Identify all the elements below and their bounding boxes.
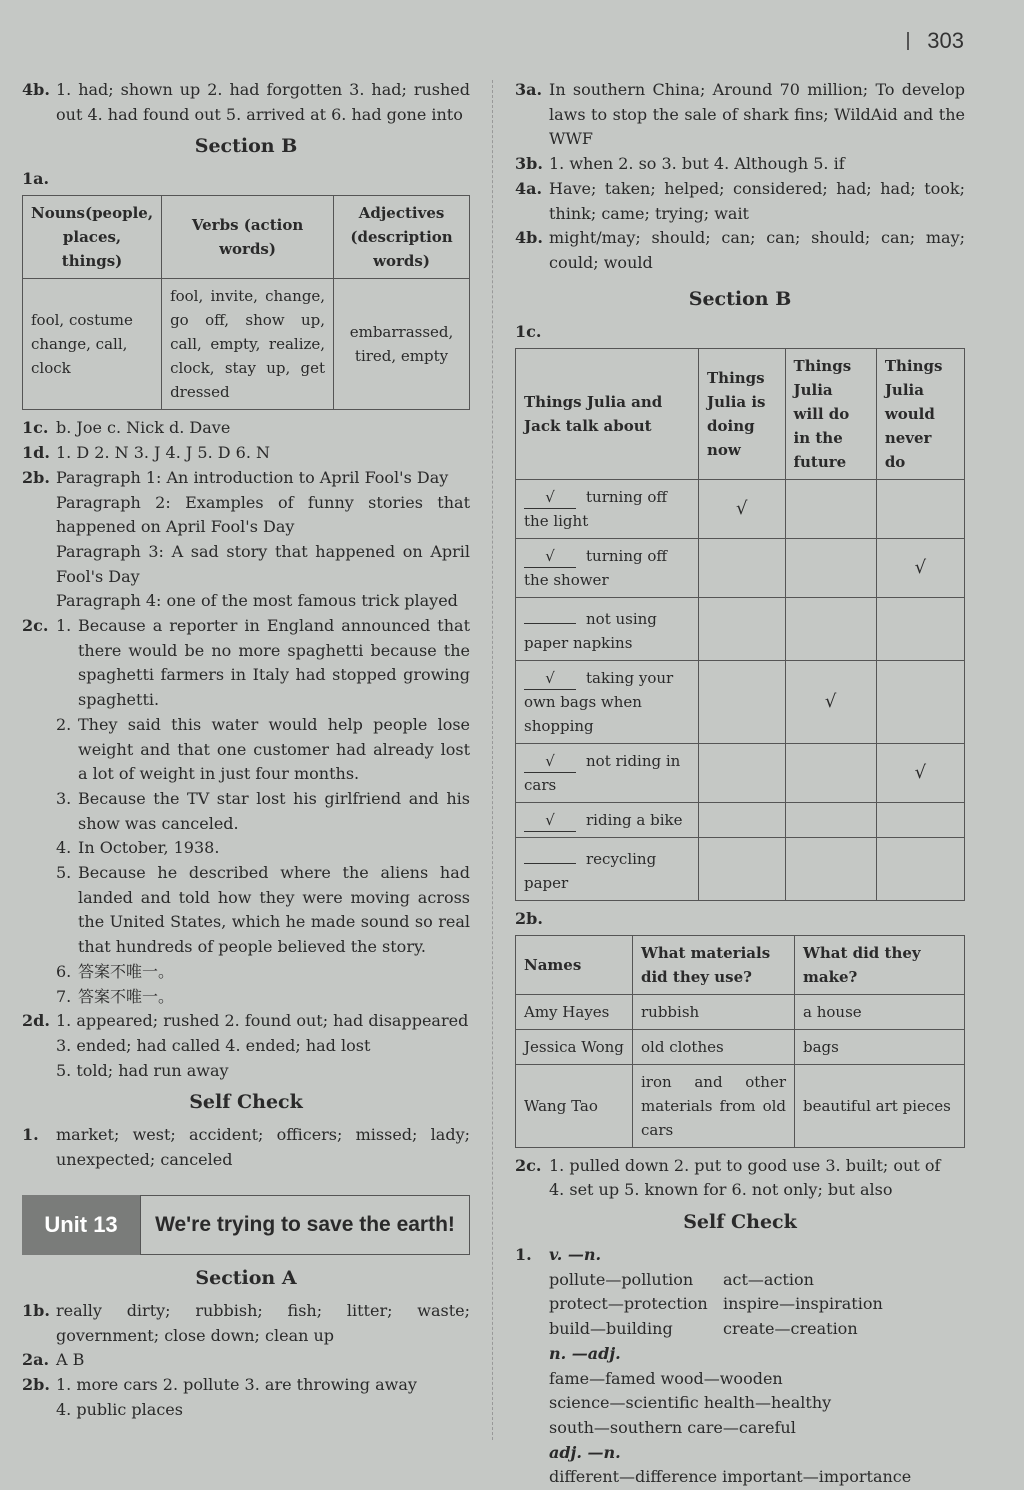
check-cell xyxy=(699,538,786,597)
check-cell: √ xyxy=(876,538,964,597)
self-check-right: 1. v. —n. pollute—pollution act—action protect—protection inspire—inspiration build—building create—creation n. —adj. fame—famed wood—wooden science—scientific health—healthy south—southern care—careful adj. —n. different—difference important—importance xyxy=(515,1245,912,1487)
list-item: 7. 答案不唯一。 xyxy=(56,986,175,1006)
label-1a: 1a. xyxy=(22,169,50,189)
table-row: Wang Tao iron and other materials from old cars beautiful art pieces xyxy=(516,1064,965,1147)
table-header: Names xyxy=(516,935,633,994)
check-blank: √ xyxy=(524,811,576,832)
check-cell xyxy=(699,597,786,660)
list-item: 5. Because he described where the aliens had landed and told how they were moving across the United States, which he made sound so real that hundreds of people believed the story. xyxy=(56,863,470,957)
check-cell xyxy=(699,743,786,802)
check-cell xyxy=(876,802,964,837)
table-1c xyxy=(515,348,965,901)
check-blank xyxy=(524,603,576,624)
table-row: Jessica Wong old clothes bags xyxy=(516,1029,965,1064)
table-row xyxy=(516,597,965,660)
check-cell xyxy=(699,802,786,837)
check-blank: √ xyxy=(524,488,576,509)
answer-a2b: 2b. 1. more cars 2. pollute 3. are throwing away 4. public places xyxy=(22,1374,417,1419)
label-1c: 1c. xyxy=(515,321,542,341)
check-cell: √ xyxy=(785,660,876,743)
answer-2c: 2c. 1. Because a reporter in England announced that there would be no more spaghetti because the spaghetti farmers in Italy had stopped growing spaghetti. 2. They said this water would help people lose weight and that one customer had already lost a lot of weight in just four months. 3. Because the TV star lost his girlfriend and his show was canceled. 4. In October, 1938. 5. Because he described where the aliens had landed and told how they were moving across the United States, which he made sound so real that hundreds of people believed the story. 6. 答案不唯一。 7. 答案不唯一。 xyxy=(22,614,470,1009)
section-b-heading-right: Section B xyxy=(688,287,792,310)
table-row xyxy=(516,743,965,802)
table-row xyxy=(516,538,965,597)
answer-1d: 1d. 1. D 2. N 3. J 4. J 5. D 6. N xyxy=(22,443,271,463)
label-2b: 2b. xyxy=(515,908,543,928)
check-cell xyxy=(699,837,786,900)
page-number: 303 xyxy=(907,28,964,54)
check-cell xyxy=(699,660,786,743)
answer-1c: 1c. b. Joe c. Nick d. Dave xyxy=(22,418,231,438)
answer-a1b: 1b. really dirty; rubbish; fish; litter; waste; government; close down; clean up xyxy=(22,1300,470,1345)
check-blank xyxy=(524,843,576,864)
self-check-heading: Self Check xyxy=(189,1091,303,1114)
check-cell xyxy=(785,837,876,900)
table-cell: fool, costume change, call, clock xyxy=(23,279,162,410)
table-row xyxy=(516,837,965,900)
list-item: 6. 答案不唯一。 xyxy=(56,961,175,981)
left-column xyxy=(22,78,470,1422)
answer-2d: 2d. 1. appeared; rushed 2. found out; had disappeared 3. ended; had called 4. ended; had lost 5. told; had run away xyxy=(22,1011,469,1080)
table-header: What materials did they use? xyxy=(633,935,795,994)
answer-4a: 4a. Have; taken; helped; considered; had; had; took; think; came; trying; wait xyxy=(515,178,965,223)
section-a-heading: Section A xyxy=(195,1266,297,1289)
table-row xyxy=(516,660,965,743)
table-1a xyxy=(22,195,470,410)
table-header: Nouns(people, places, things) xyxy=(23,196,162,279)
table-cell: √ taking your own bags when shopping xyxy=(516,660,699,743)
list-item: 1. Because a reporter in England announced that there would be no more spaghetti because the spaghetti farmers in Italy had stopped growing spaghetti. xyxy=(56,616,470,710)
check-cell xyxy=(785,597,876,660)
list-item: 2. They said this water would help people lose weight and that one customer had already lost a lot of weight in just four months. xyxy=(56,714,470,784)
right-column xyxy=(515,78,965,1490)
unit-banner xyxy=(22,1195,470,1255)
answer-3a: 3a. In southern China; Around 70 million; To develop laws to stop the sale of shark fins; WildAid and the WWF xyxy=(515,80,965,149)
check-cell xyxy=(785,802,876,837)
table-cell: √ riding a bike xyxy=(516,802,699,837)
check-cell xyxy=(876,837,964,900)
table-row xyxy=(516,802,965,837)
check-cell xyxy=(876,660,964,743)
check-blank: √ xyxy=(524,669,576,690)
answer-3b: 3b. 1. when 2. so 3. but 4. Although 5. if xyxy=(515,154,845,174)
check-cell: √ xyxy=(876,743,964,802)
check-cell xyxy=(785,538,876,597)
table-header: Things Julia will do in the future xyxy=(785,348,876,479)
section-b-heading: Section B xyxy=(194,135,298,158)
answer-a2a: 2a. A B xyxy=(22,1350,85,1370)
column-divider xyxy=(492,80,493,1440)
table-header: What did they make? xyxy=(795,935,965,994)
self-check-1: 1. market; west; accident; officers; missed; lady; unexpected; canceled xyxy=(22,1125,470,1170)
table-cell: fool, invite, change, go off, show up, call, empty, realize, clock, stay up, get dressed xyxy=(162,279,334,410)
table-cell: recycling paper xyxy=(516,837,699,900)
answer-2b: 2b. Paragraph 1: An introduction to April Fool's Day Paragraph 2: Examples of funny stories that happened on April Fool's Day Paragraph 3: A sad story that happened on April Fool's Day Paragraph 4: one of the most famous trick played xyxy=(22,467,470,611)
unit-title: We're trying to save the earth! xyxy=(140,1195,470,1255)
self-check-heading-right: Self Check xyxy=(683,1211,797,1234)
table-cell: not using paper napkins xyxy=(516,597,699,660)
check-cell xyxy=(876,479,964,538)
check-cell xyxy=(785,479,876,538)
check-cell xyxy=(785,743,876,802)
list-item: 3. Because the TV star lost his girlfriend and his show was canceled. xyxy=(56,788,470,833)
table-header: Things Julia would never do xyxy=(876,348,964,479)
table-row: Amy Hayes rubbish a house xyxy=(516,994,965,1029)
check-cell xyxy=(876,597,964,660)
table-cell: √ not riding in cars xyxy=(516,743,699,802)
table-header: Adjectives (description words) xyxy=(334,196,470,279)
answer-2c-right: 2c. 1. pulled down 2. put to good use 3. built; out of 4. set up 5. known for 6. not only; but also xyxy=(515,1155,941,1200)
table-2b xyxy=(515,935,965,1148)
table-cell: √ turning off the light xyxy=(516,479,699,538)
check-cell: √ xyxy=(699,479,786,538)
table-cell: √ turning off the shower xyxy=(516,538,699,597)
table-header: Things Julia is doing now xyxy=(699,348,786,479)
answer-4b-right: 4b. might/may; should; can; can; should; can; may; could; would xyxy=(515,228,965,272)
check-blank: √ xyxy=(524,547,576,568)
table-header: Things Julia and Jack talk about xyxy=(516,348,699,479)
check-blank: √ xyxy=(524,752,576,773)
answer-4b: 4b. 1. had; shown up 2. had forgotten 3. had; rushed out 4. had found out 5. arrived at 6. had gone into xyxy=(22,80,470,124)
unit-number: Unit 13 xyxy=(22,1195,140,1255)
table-row xyxy=(516,479,965,538)
table-cell: embarrassed, tired, empty xyxy=(334,279,470,410)
list-item: 4. In October, 1938. xyxy=(56,838,220,858)
table-header: Verbs (action words) xyxy=(162,196,334,279)
